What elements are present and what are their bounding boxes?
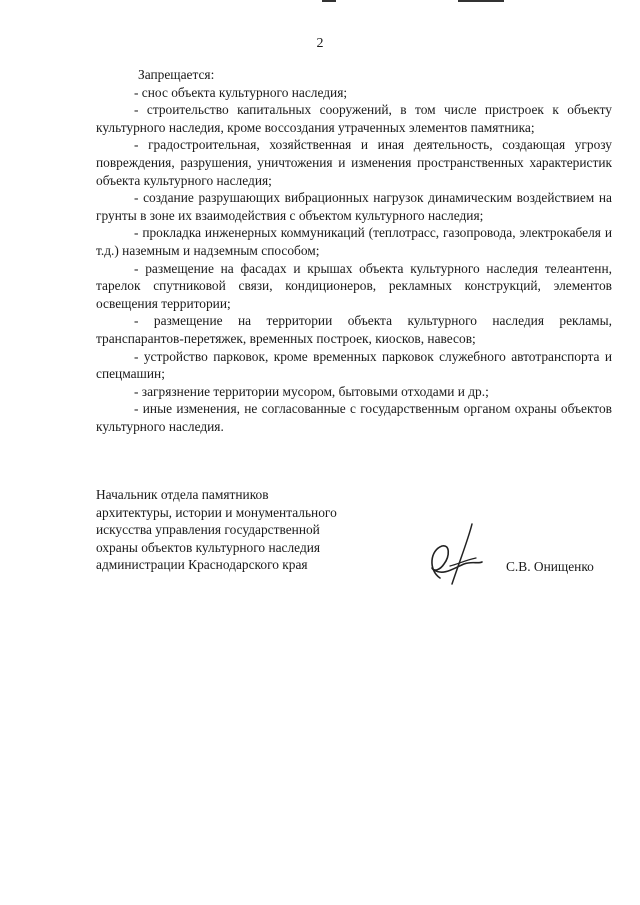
signatory-title-line: искусства управления государственной: [96, 522, 320, 538]
prohibition-item: - иные изменения, не согласованные с государственным органом охраны объектов культурного наследия.: [96, 401, 612, 434]
prohibition-item: - создание разрушающих вибрационных нагрузок динамическим воздействием на грунты в зоне их взаимодействия с объектом культурного наследия;: [96, 190, 612, 223]
handwritten-signature: [420, 520, 490, 592]
signatory-title-line: охраны объектов культурного наследия: [96, 539, 321, 555]
prohibition-item: - устройство парковок, кроме временных парковок служебного автотранспорта и спецмашин;: [96, 348, 612, 382]
prohibition-item: - загрязнение территории мусором, бытовыми отходами и др.;: [134, 383, 489, 399]
signatory-title-line: администрации Краснодарского края: [96, 557, 308, 573]
prohibition-item: - строительство капитальных сооружений, в том числе пристроек к объекту культурного наследия, кроме воссоздания утраченных элементов памятника;: [96, 102, 612, 135]
signatory-title-line: Начальник отдела памятников: [96, 487, 269, 502]
signatory-title: [96, 486, 386, 574]
prohibition-item: - градостроительная, хозяйственная и иная деятельность, создающая угрозу повреждения, разрушения, уничтожения и изменения пространственных характеристик объекта культурного наследия;: [96, 137, 612, 188]
prohibition-item: - размещение на фасадах и крышах объекта культурного наследия телеантенн, тарелок спутниковой связи, кондиционеров, рекламных конструкций, элементов освещения территории;: [96, 260, 612, 311]
scan-edge-mark: [458, 0, 504, 2]
prohibition-item: - прокладка инженерных коммуникаций (теплотрасс, газопровода, электрокабеля и т.д.) наземным и надземным способом;: [96, 225, 612, 258]
prohibitions-section: [96, 66, 612, 435]
prohibition-item: - размещение на территории объекта культурного наследия рекламы, транспарантов-перетяжек, временных построек, киосков, навесов;: [96, 313, 612, 346]
page-number: 2: [316, 36, 324, 51]
scan-edge-mark: [322, 0, 336, 2]
prohibition-item: - снос объекта культурного наследия;: [134, 84, 348, 100]
signatory-title-line: архитектуры, истории и монументального: [96, 504, 337, 520]
prohibitions-heading: Запрещается:: [138, 67, 215, 82]
signatory-name: С.В. Онищенко: [506, 559, 594, 574]
